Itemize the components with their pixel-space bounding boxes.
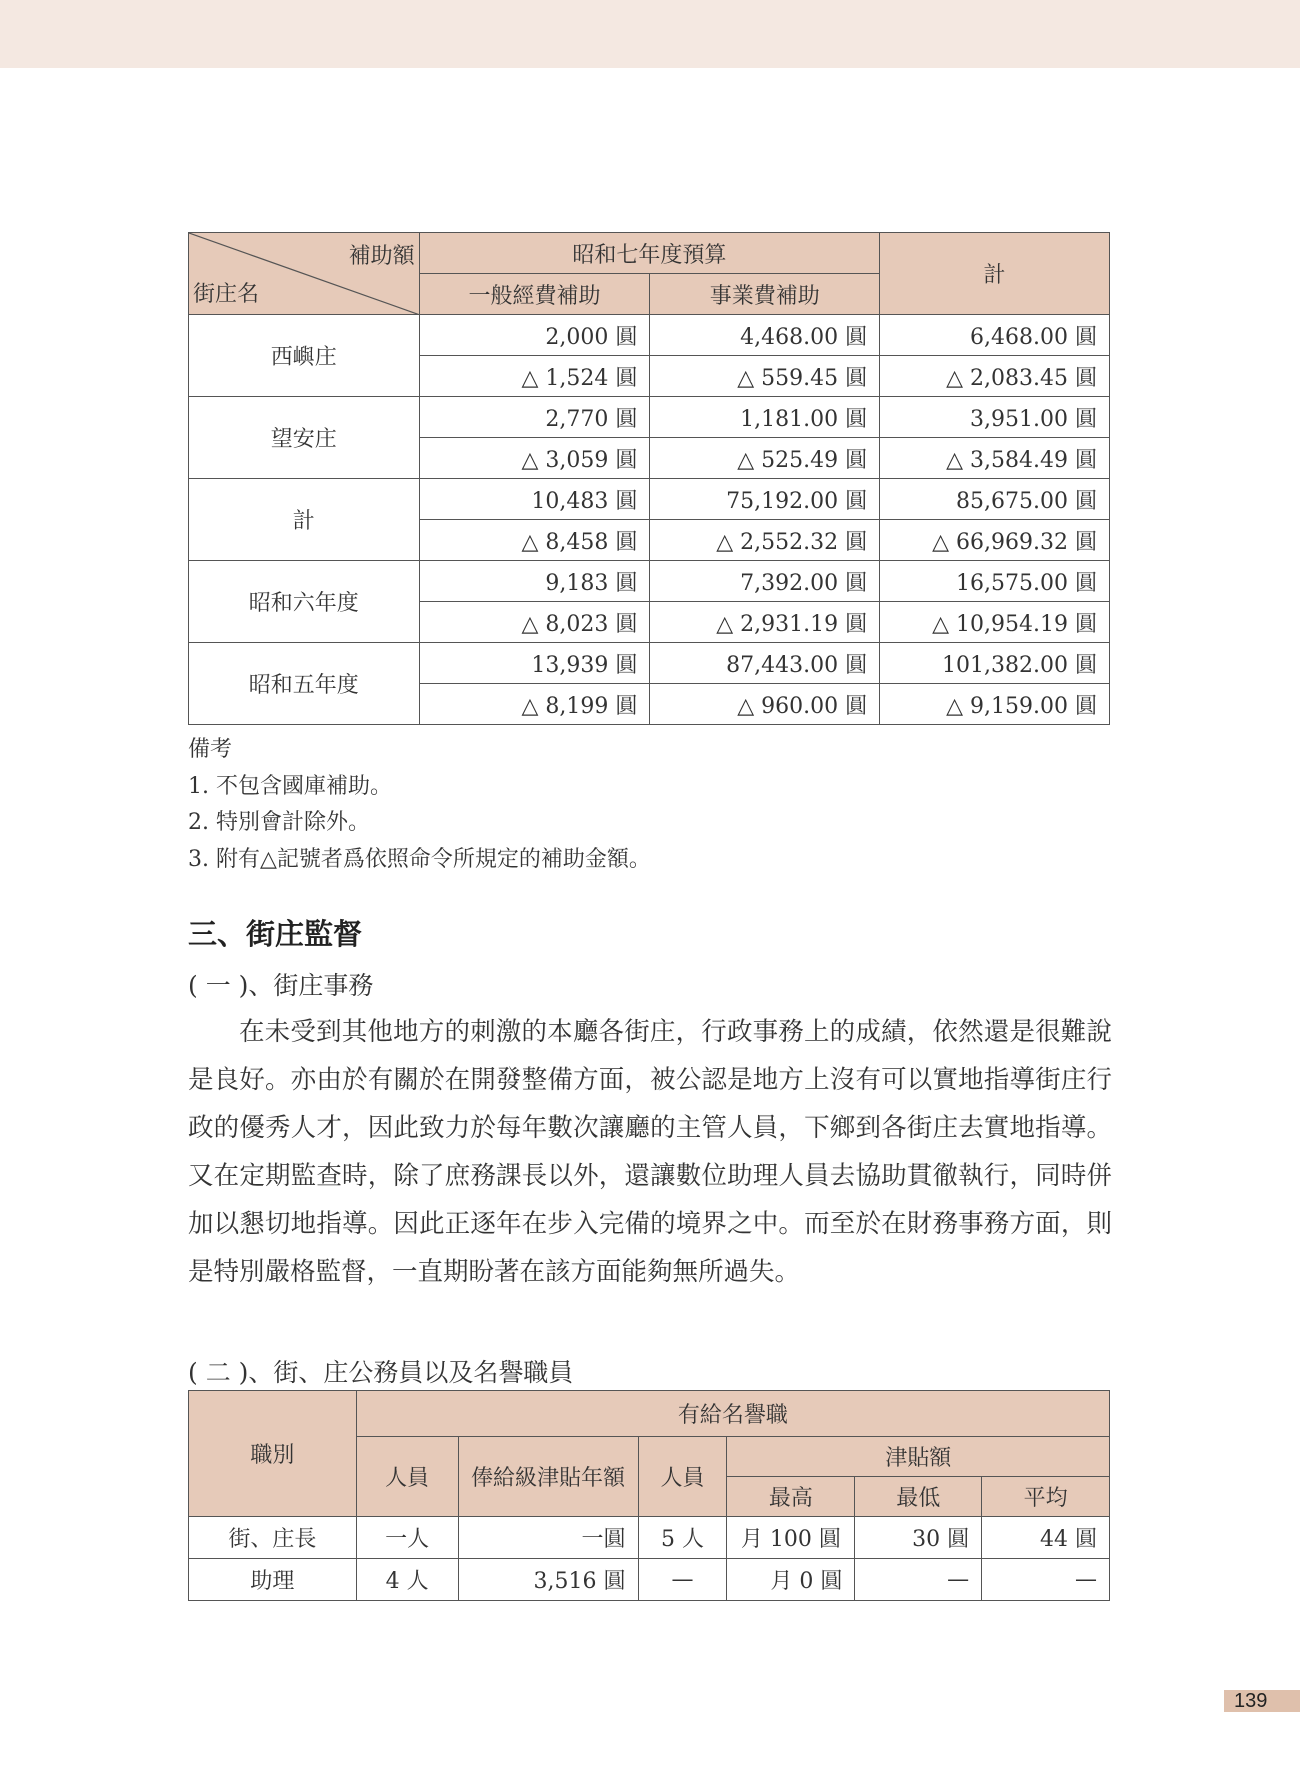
amount-cell: 101,382.00 圓 [880, 643, 1110, 684]
sub-header: 事業費補助 [650, 274, 880, 315]
amount-cell: 2,000 圓 [419, 315, 650, 356]
amount-cell: 3,951.00 圓 [880, 397, 1110, 438]
amount-cell: △ 2,083.45 圓 [880, 356, 1110, 397]
top-band [0, 0, 1300, 68]
honorary-header: 有給名譽職 [356, 1391, 1109, 1437]
cell: 44 圓 [982, 1517, 1110, 1559]
max-header: 最高 [727, 1477, 855, 1517]
table-row [189, 397, 1110, 438]
table-row [189, 315, 1110, 356]
amount-cell: △ 3,584.49 圓 [880, 438, 1110, 479]
amount-cell: 9,183 圓 [419, 561, 650, 602]
note-item: 2. 特別會計除外。 [188, 810, 370, 835]
table-row [189, 1517, 1110, 1559]
note-item: 3. 附有△記號者爲依照命令所規定的補助金額。 [188, 846, 651, 872]
cell: 助理 [189, 1559, 357, 1601]
row-name: 昭和六年度 [189, 561, 420, 643]
corner-bottom-label: 街庄名 [193, 282, 260, 307]
subsidy-table [188, 232, 1110, 725]
amount-cell: 6,468.00 圓 [880, 315, 1110, 356]
cell: 3,516 圓 [458, 1559, 638, 1601]
amount-cell: 13,939 圓 [419, 643, 650, 684]
amount-cell: △ 960.00 圓 [650, 684, 880, 725]
amount-cell: △ 525.49 圓 [650, 438, 880, 479]
amount-cell: 16,575.00 圓 [880, 561, 1110, 602]
cell: 4 人 [356, 1559, 458, 1601]
cell: 月 100 圓 [727, 1517, 855, 1559]
cell: 月 0 圓 [727, 1559, 855, 1601]
salary-header: 俸給級津貼年額 [458, 1437, 638, 1517]
row-name: 西嶼庄 [189, 315, 420, 397]
amount-cell: △ 2,552.32 圓 [650, 520, 880, 561]
section-heading: 三、街庄監督 [188, 917, 363, 951]
cell: 5 人 [638, 1517, 727, 1559]
staff-header: 人員 [356, 1437, 458, 1517]
notes [188, 732, 651, 878]
cell: — [982, 1559, 1110, 1601]
cell: — [855, 1559, 982, 1601]
body-paragraph: 在未受到其他地方的刺激的本廳各街庄，行政事務上的成績，依然還是很難說是良好。亦由於有關於在開發整備方面，被公認是地方上沒有可以實地指導街庄行政的優秀人才，因此致力於每年數次讓廳的主管人員，下鄉到各街庄去實地指導。又在定期監查時，除了庶務課長以外，還讓數位助理人員去協助貫徹執行，同時併加以懇切地指導。因此正逐年在步入完備的境界之中。而至於在財務事務方面，則是特別嚴格監督，一直期盼著在該方面能夠無所過失。 [188, 1017, 1112, 1287]
row-name: 昭和五年度 [189, 643, 420, 725]
group-header: 昭和七年度預算 [419, 233, 880, 274]
notes-title: 備考 [188, 737, 233, 762]
sub-header: 一般經費補助 [419, 274, 650, 315]
amount-cell: △ 66,969.32 圓 [880, 520, 1110, 561]
subheading-1: ( 一 )、街庄事務 [188, 971, 374, 1000]
amount-cell: 2,770 圓 [419, 397, 650, 438]
total-header: 計 [880, 233, 1110, 315]
amount-cell: 75,192.00 圓 [650, 479, 880, 520]
amount-cell: △ 8,023 圓 [419, 602, 650, 643]
amount-cell: △ 2,931.19 圓 [650, 602, 880, 643]
cell: 30 圓 [855, 1517, 982, 1559]
row-name: 望安庄 [189, 397, 420, 479]
table-row [189, 1559, 1110, 1601]
cell: 街、庄長 [189, 1517, 357, 1559]
amount-cell: △ 9,159.00 圓 [880, 684, 1110, 725]
cell: 一人 [356, 1517, 458, 1559]
cell: — [638, 1559, 727, 1601]
table-row [189, 561, 1110, 602]
amount-cell: 85,675.00 圓 [880, 479, 1110, 520]
avg-header: 平均 [982, 1477, 1110, 1517]
amount-cell: △ 8,199 圓 [419, 684, 650, 725]
allowance-header: 津貼額 [727, 1437, 1110, 1477]
cell: 一圓 [458, 1517, 638, 1559]
table-row [189, 643, 1110, 684]
amount-cell: △ 1,524 圓 [419, 356, 650, 397]
role-header: 職別 [189, 1391, 357, 1517]
amount-cell: 87,443.00 圓 [650, 643, 880, 684]
amount-cell: △ 10,954.19 圓 [880, 602, 1110, 643]
note-item: 1. 不包含國庫補助。 [188, 773, 392, 799]
amount-cell: △ 3,059 圓 [419, 438, 650, 479]
row-name: 計 [189, 479, 420, 561]
amount-cell: 7,392.00 圓 [650, 561, 880, 602]
amount-cell: △ 559.45 圓 [650, 356, 880, 397]
page-number: 139 [1224, 1690, 1300, 1712]
corner-header [189, 233, 420, 315]
amount-cell: 10,483 圓 [419, 479, 650, 520]
staff2-header: 人員 [638, 1437, 727, 1517]
corner-top-label: 補助額 [348, 244, 415, 269]
amount-cell: 4,468.00 圓 [650, 315, 880, 356]
amount-cell: △ 8,458 圓 [419, 520, 650, 561]
subheading-2: ( 二 )、街、庄公務員以及名譽職員 [188, 1358, 574, 1387]
staff-table [188, 1390, 1110, 1601]
min-header: 最低 [855, 1477, 982, 1517]
amount-cell: 1,181.00 圓 [650, 397, 880, 438]
table-row [189, 479, 1110, 520]
